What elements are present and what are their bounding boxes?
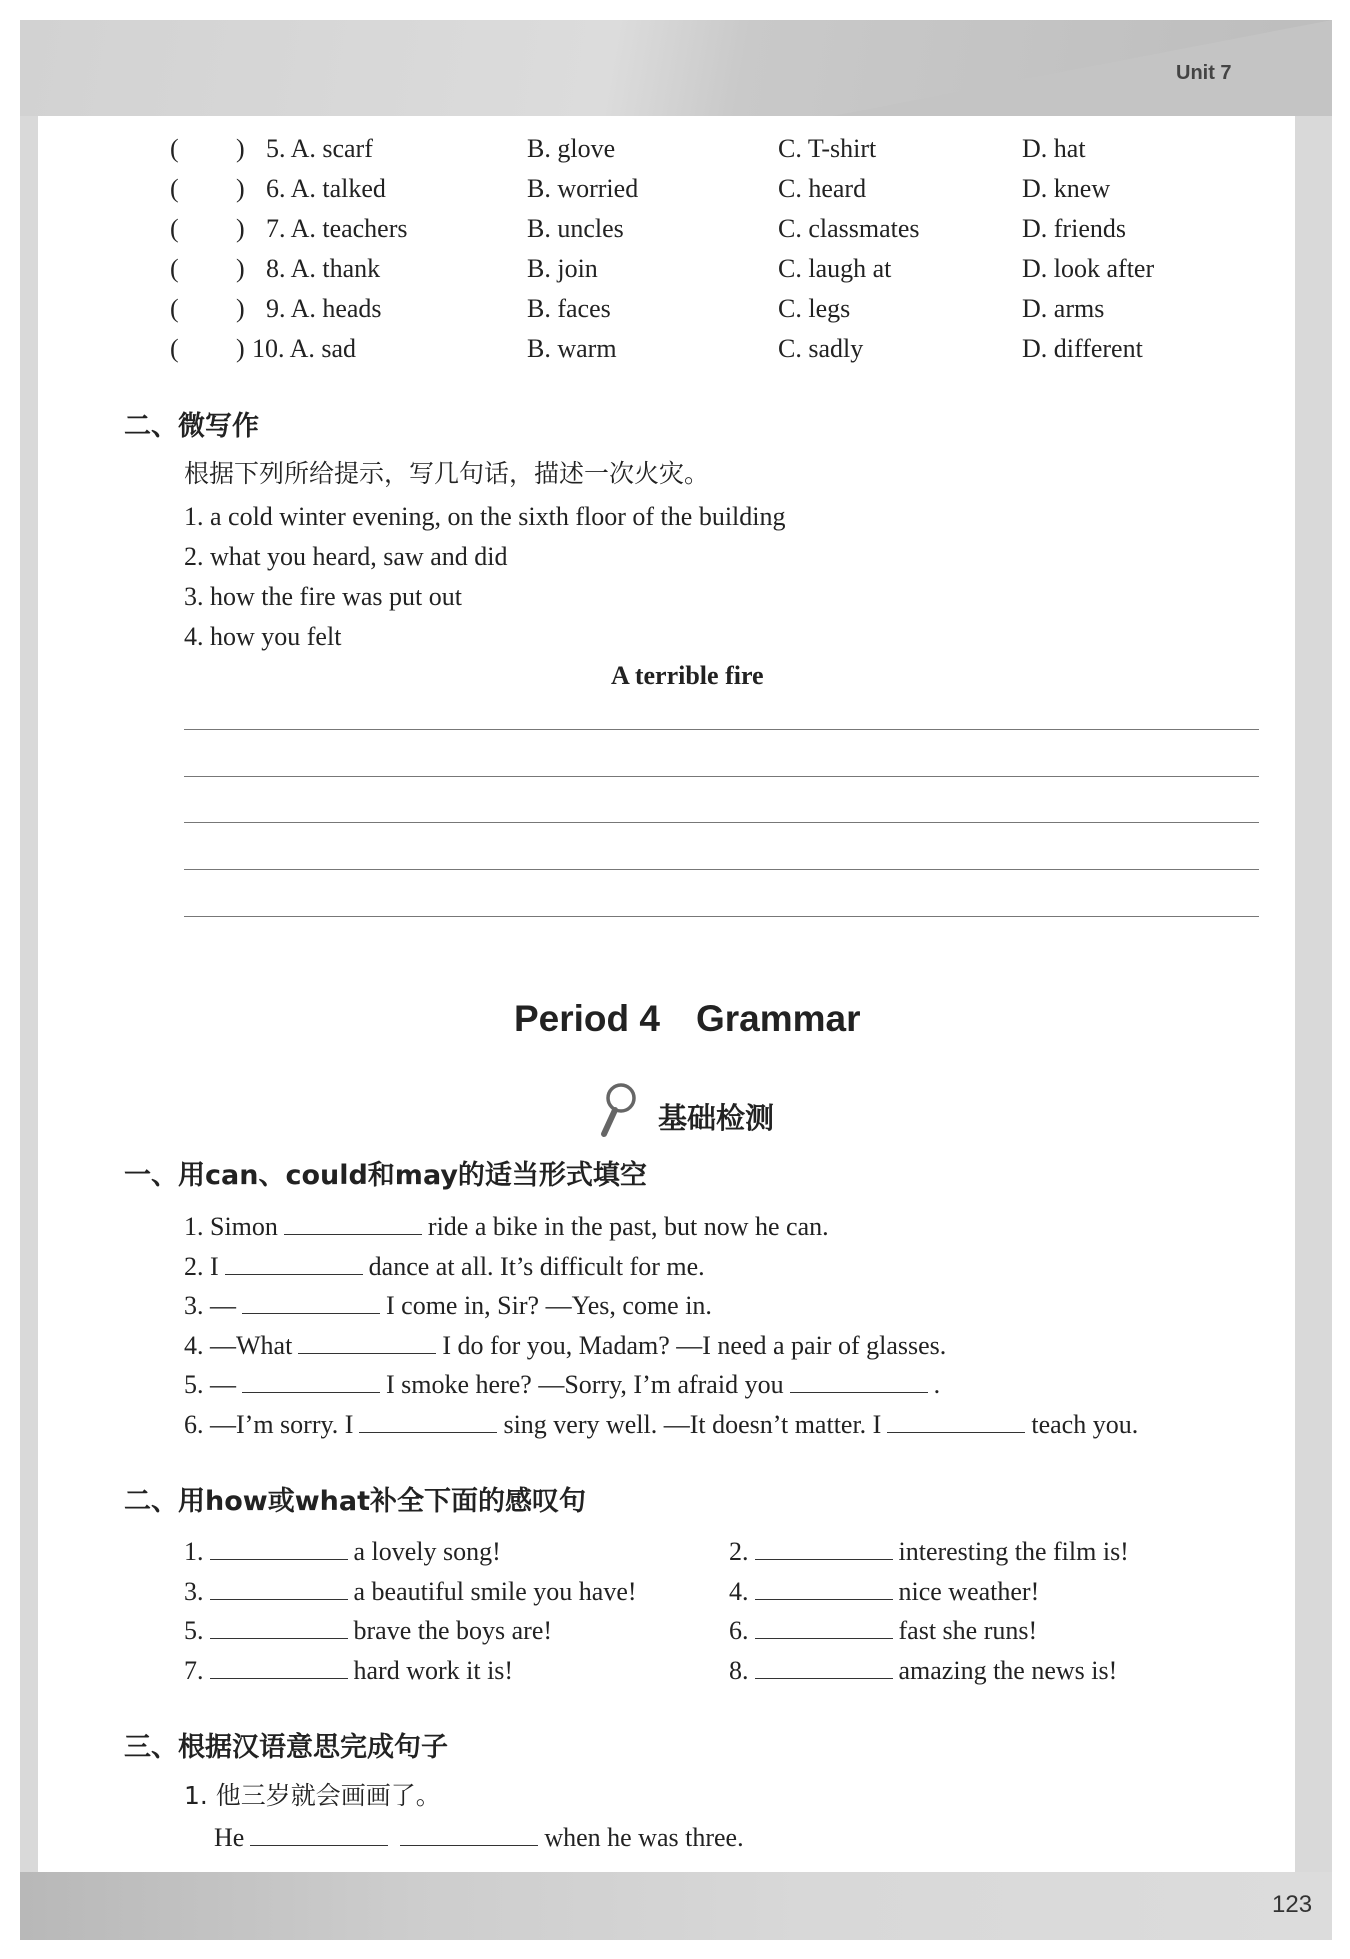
choice-c: C. sadly — [778, 334, 864, 363]
answer-paren-close: ) — [236, 134, 245, 163]
translate-item-cn: 1. 他三岁就会画画了。 — [184, 1781, 441, 1810]
period-title — [514, 998, 897, 1040]
choice-c: C. classmates — [778, 214, 920, 243]
answer-paren-open: ( — [170, 254, 179, 283]
basic-check-title: 基础检测 — [658, 1101, 775, 1135]
choice-d: D. knew — [1022, 174, 1111, 203]
choice-c: C. legs — [778, 294, 851, 323]
writing-line — [184, 869, 1259, 870]
period-topic: Grammar — [696, 998, 861, 1039]
fill-item: 1. Simon ride a bike in the past, but now he can. — [184, 1212, 829, 1241]
writing-hint: 2. what you heard, saw and did — [184, 542, 508, 571]
exclaim-item: 1. a lovely song! — [184, 1537, 501, 1566]
choice-a: 9. A. heads — [266, 294, 382, 323]
answer-paren-close: ) — [236, 334, 245, 363]
choice-b: B. join — [527, 254, 598, 283]
writing-line — [184, 822, 1259, 823]
writing-line — [184, 776, 1259, 777]
answer-blank[interactable] — [755, 1575, 893, 1600]
exclaim-item: 4. nice weather! — [729, 1577, 1040, 1606]
choice-b: B. warm — [527, 334, 617, 363]
answer-blank[interactable] — [887, 1408, 1025, 1433]
answer-paren-open: ( — [170, 214, 179, 243]
answer-blank[interactable] — [250, 1821, 388, 1846]
magnifier-icon — [598, 1082, 638, 1138]
answer-blank[interactable] — [359, 1408, 497, 1433]
answer-blank[interactable] — [400, 1821, 538, 1846]
writing-instruction: 根据下列所给提示，写几句话，描述一次火灾。 — [184, 459, 710, 488]
choice-c: C. T-shirt — [778, 134, 877, 163]
translate-item-en: He when he was three. — [214, 1823, 744, 1852]
choice-b: B. worried — [527, 174, 639, 203]
choice-b: B. faces — [527, 294, 611, 323]
answer-paren-close: ) — [236, 294, 245, 323]
choice-b: B. glove — [527, 134, 616, 163]
exclaim-item: 6. fast she runs! — [729, 1616, 1038, 1645]
page-number: 123 — [1272, 1891, 1313, 1918]
section1-heading: 一、用can、could和may的适当形式填空 — [124, 1160, 647, 1191]
writing-title: A terrible fire — [611, 661, 764, 690]
page-frame-top — [20, 20, 1332, 116]
writing-hint: 1. a cold winter evening, on the sixth floor of the building — [184, 502, 786, 531]
fill-item: 4. —What I do for you, Madam? —I need a pair of glasses. — [184, 1331, 947, 1360]
writing-heading: 二、微写作 — [124, 411, 259, 442]
page-frame-bottom — [20, 1872, 1332, 1940]
section3-heading: 三、根据汉语意思完成句子 — [124, 1732, 448, 1763]
page-frame-right — [1295, 116, 1332, 1872]
choice-a: 10. A. sad — [252, 334, 356, 363]
answer-paren-close: ) — [236, 174, 245, 203]
section2-heading: 二、用how或what补全下面的感叹句 — [124, 1486, 587, 1517]
answer-blank[interactable] — [242, 1289, 380, 1314]
choice-c: C. laugh at — [778, 254, 892, 283]
answer-blank[interactable] — [755, 1614, 893, 1639]
exclaim-item: 5. brave the boys are! — [184, 1616, 553, 1645]
writing-hint: 4. how you felt — [184, 622, 342, 651]
writing-hint: 3. how the fire was put out — [184, 582, 463, 611]
answer-blank[interactable] — [210, 1654, 348, 1679]
answer-blank[interactable] — [210, 1575, 348, 1600]
fill-item: 3. — I come in, Sir? —Yes, come in. — [184, 1291, 712, 1320]
choice-d: D. different — [1022, 334, 1143, 363]
choice-a: 6. A. talked — [266, 174, 386, 203]
fill-item: 5. — I smoke here? —Sorry, I’m afraid you . — [184, 1370, 941, 1399]
exclaim-item: 8. amazing the news is! — [729, 1656, 1118, 1685]
choice-d: D. look after — [1022, 254, 1155, 283]
answer-blank[interactable] — [755, 1654, 893, 1679]
answer-blank[interactable] — [210, 1535, 348, 1560]
answer-paren-open: ( — [170, 294, 179, 323]
answer-blank[interactable] — [298, 1329, 436, 1354]
answer-blank[interactable] — [225, 1250, 363, 1275]
writing-line — [184, 916, 1259, 917]
unit-label: Unit 7 — [1176, 62, 1232, 84]
choice-a: 7. A. teachers — [266, 214, 408, 243]
choice-d: D. hat — [1022, 134, 1086, 163]
choice-d: D. friends — [1022, 214, 1126, 243]
writing-line — [184, 729, 1259, 730]
period-number: Period 4 — [514, 998, 660, 1039]
answer-paren-close: ) — [236, 214, 245, 243]
answer-paren-open: ( — [170, 334, 179, 363]
choice-a: 5. A. scarf — [266, 134, 373, 163]
fill-item: 2. I dance at all. It’s difficult for me. — [184, 1252, 705, 1281]
answer-blank[interactable] — [242, 1368, 380, 1393]
answer-blank[interactable] — [755, 1535, 893, 1560]
fill-item: 6. —I’m sorry. I sing very well. —It doesn’t matter. I teach you. — [184, 1410, 1139, 1439]
choice-d: D. arms — [1022, 294, 1105, 323]
choice-b: B. uncles — [527, 214, 624, 243]
page-frame-left — [20, 116, 38, 1872]
answer-blank[interactable] — [790, 1368, 928, 1393]
answer-paren-open: ( — [170, 134, 179, 163]
exclaim-item: 2. interesting the film is! — [729, 1537, 1129, 1566]
choice-c: C. heard — [778, 174, 867, 203]
answer-paren-close: ) — [236, 254, 245, 283]
exclaim-item: 3. a beautiful smile you have! — [184, 1577, 637, 1606]
exclaim-item: 7. hard work it is! — [184, 1656, 514, 1685]
answer-paren-open: ( — [170, 174, 179, 203]
answer-blank[interactable] — [284, 1210, 422, 1235]
choice-a: 8. A. thank — [266, 254, 381, 283]
answer-blank[interactable] — [210, 1614, 348, 1639]
